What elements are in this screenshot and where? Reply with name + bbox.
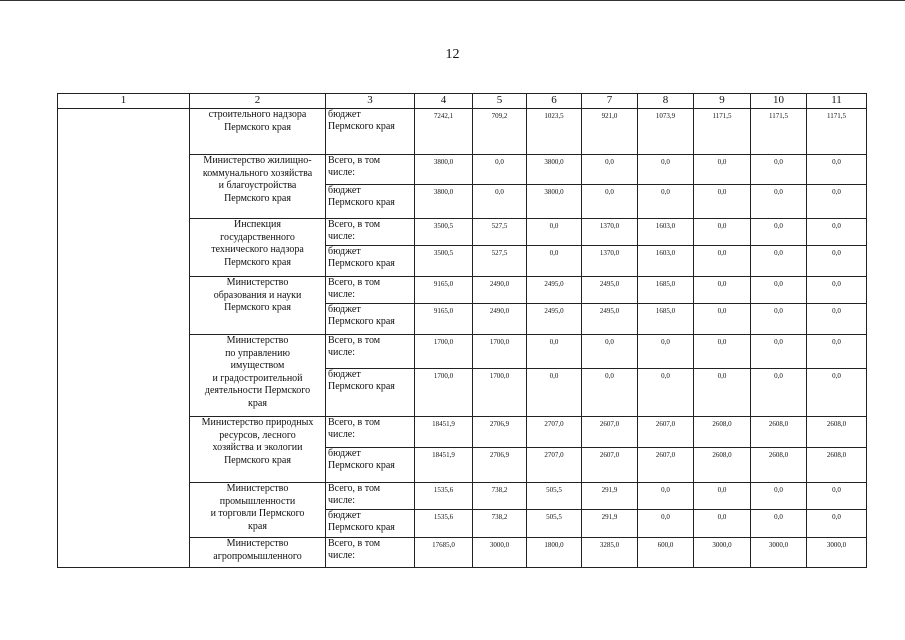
column-1-cell [58,109,190,568]
organization-name: Министерство образования и науки Пермского края [190,277,326,335]
amount-cell: 0,0 [807,277,867,304]
amount-cell: 0,0 [694,155,751,185]
amount-cell: 505,5 [527,510,582,538]
amount-cell: 1171,5 [751,109,807,155]
amount-cell: 0,0 [694,246,751,277]
amount-cell: 2490,0 [473,277,527,304]
amount-cell: 0,0 [527,369,582,417]
amount-cell: 2608,0 [694,417,751,448]
amount-cell: 0,0 [751,277,807,304]
amount-cell: 0,0 [638,510,694,538]
amount-cell: 0,0 [527,335,582,369]
amount-cell: 0,0 [807,335,867,369]
amount-cell: 1171,5 [807,109,867,155]
amount-cell: 9165,0 [415,304,473,335]
funding-type: бюджет Пермского края [326,109,415,155]
amount-cell: 738,2 [473,510,527,538]
page-number: 12 [445,47,460,62]
amount-cell: 0,0 [751,246,807,277]
funding-type: Всего, в том числе: [326,538,415,568]
organization-name: Министерство жилищно- коммунального хозяйства и благоустройства Пермского края [190,155,326,219]
amount-cell: 1023,5 [527,109,582,155]
column-number: 6 [527,94,582,109]
amount-cell: 3800,0 [527,155,582,185]
amount-cell: 709,2 [473,109,527,155]
funding-type: бюджет Пермского края [326,185,415,219]
funding-type: Всего, в том числе: [326,277,415,304]
amount-cell: 0,0 [807,155,867,185]
amount-cell: 3800,0 [527,185,582,219]
amount-cell: 0,0 [694,510,751,538]
amount-cell: 0,0 [751,155,807,185]
amount-cell: 2607,0 [582,448,638,483]
page-top-edge [0,0,905,1]
table-header-row [58,94,867,109]
amount-cell: 0,0 [751,304,807,335]
amount-cell: 2608,0 [807,417,867,448]
amount-cell: 3500,5 [415,219,473,246]
amount-cell: 2607,0 [638,417,694,448]
amount-cell: 1700,0 [415,369,473,417]
amount-cell: 1171,5 [694,109,751,155]
amount-cell: 600,0 [638,538,694,568]
amount-cell: 2706,9 [473,448,527,483]
amount-cell: 505,5 [527,483,582,510]
amount-cell: 3500,5 [415,246,473,277]
amount-cell: 18451,9 [415,448,473,483]
amount-cell: 0,0 [694,483,751,510]
amount-cell: 0,0 [694,277,751,304]
organization-name: Министерство по управлению имуществом и градостроительной деятельности Пермского края [190,335,326,417]
organization-name: Министерство природных ресурсов, лесного хозяйства и экологии Пермского края [190,417,326,483]
amount-cell: 0,0 [807,246,867,277]
amount-cell: 9165,0 [415,277,473,304]
funding-type: бюджет Пермского края [326,448,415,483]
funding-type: бюджет Пермского края [326,304,415,335]
funding-type: Всего, в том числе: [326,219,415,246]
budget-table [57,93,867,568]
amount-cell: 291,9 [582,483,638,510]
amount-cell: 2608,0 [751,417,807,448]
amount-cell: 0,0 [527,246,582,277]
organization-name: Министерство промышленности и торговли Пермского края [190,483,326,538]
amount-cell: 1535,6 [415,483,473,510]
amount-cell: 0,0 [527,219,582,246]
amount-cell: 0,0 [638,185,694,219]
funding-type: Всего, в том числе: [326,335,415,369]
amount-cell: 1800,0 [527,538,582,568]
table-row [58,109,867,155]
amount-cell: 0,0 [582,155,638,185]
amount-cell: 2707,0 [527,448,582,483]
organization-name: Инспекция государственного технического надзора Пермского края [190,219,326,277]
amount-cell: 0,0 [638,155,694,185]
amount-cell: 0,0 [473,185,527,219]
column-number: 2 [190,94,326,109]
amount-cell: 2495,0 [527,277,582,304]
column-number: 8 [638,94,694,109]
amount-cell: 0,0 [473,155,527,185]
column-number: 3 [326,94,415,109]
amount-cell: 0,0 [638,335,694,369]
amount-cell: 0,0 [694,185,751,219]
amount-cell: 291,9 [582,510,638,538]
amount-cell: 0,0 [807,304,867,335]
amount-cell: 0,0 [751,510,807,538]
amount-cell: 2608,0 [694,448,751,483]
amount-cell: 0,0 [751,483,807,510]
amount-cell: 0,0 [582,185,638,219]
funding-type: бюджет Пермского края [326,246,415,277]
amount-cell: 1700,0 [473,369,527,417]
amount-cell: 2608,0 [751,448,807,483]
amount-cell: 1685,0 [638,277,694,304]
column-number: 9 [694,94,751,109]
amount-cell: 1685,0 [638,304,694,335]
amount-cell: 1700,0 [415,335,473,369]
amount-cell: 2607,0 [638,448,694,483]
amount-cell: 1535,6 [415,510,473,538]
amount-cell: 3800,0 [415,155,473,185]
column-number: 5 [473,94,527,109]
amount-cell: 1370,0 [582,219,638,246]
amount-cell: 1603,0 [638,219,694,246]
amount-cell: 0,0 [582,335,638,369]
column-number: 7 [582,94,638,109]
amount-cell: 738,2 [473,483,527,510]
amount-cell: 0,0 [694,335,751,369]
amount-cell: 0,0 [807,185,867,219]
amount-cell: 0,0 [694,369,751,417]
amount-cell: 0,0 [807,219,867,246]
funding-type: Всего, в том числе: [326,483,415,510]
column-number: 4 [415,94,473,109]
amount-cell: 2707,0 [527,417,582,448]
amount-cell: 0,0 [807,483,867,510]
amount-cell: 17685,0 [415,538,473,568]
amount-cell: 0,0 [751,219,807,246]
organization-name: строительного надзора Пермского края [190,109,326,155]
amount-cell: 1073,9 [638,109,694,155]
amount-cell: 2607,0 [582,417,638,448]
amount-cell: 527,5 [473,219,527,246]
amount-cell: 3000,0 [807,538,867,568]
amount-cell: 0,0 [582,369,638,417]
amount-cell: 2495,0 [527,304,582,335]
amount-cell: 0,0 [807,510,867,538]
amount-cell: 0,0 [807,369,867,417]
amount-cell: 7242,1 [415,109,473,155]
amount-cell: 3285,0 [582,538,638,568]
amount-cell: 2495,0 [582,277,638,304]
column-number: 11 [807,94,867,109]
column-number: 1 [58,94,190,109]
amount-cell: 0,0 [751,369,807,417]
amount-cell: 0,0 [638,369,694,417]
funding-type: Всего, в том числе: [326,417,415,448]
funding-type: бюджет Пермского края [326,369,415,417]
funding-type: бюджет Пермского края [326,510,415,538]
amount-cell: 1603,0 [638,246,694,277]
amount-cell: 2608,0 [807,448,867,483]
amount-cell: 0,0 [638,483,694,510]
amount-cell: 0,0 [751,185,807,219]
amount-cell: 1370,0 [582,246,638,277]
amount-cell: 1700,0 [473,335,527,369]
column-number: 10 [751,94,807,109]
amount-cell: 0,0 [694,304,751,335]
amount-cell: 3000,0 [694,538,751,568]
amount-cell: 3000,0 [751,538,807,568]
amount-cell: 2490,0 [473,304,527,335]
amount-cell: 921,0 [582,109,638,155]
amount-cell: 3800,0 [415,185,473,219]
funding-type: Всего, в том числе: [326,155,415,185]
amount-cell: 0,0 [694,219,751,246]
amount-cell: 18451,9 [415,417,473,448]
amount-cell: 2495,0 [582,304,638,335]
organization-name: Министерство агропромышленного [190,538,326,568]
amount-cell: 2706,9 [473,417,527,448]
amount-cell: 0,0 [751,335,807,369]
amount-cell: 527,5 [473,246,527,277]
amount-cell: 3000,0 [473,538,527,568]
